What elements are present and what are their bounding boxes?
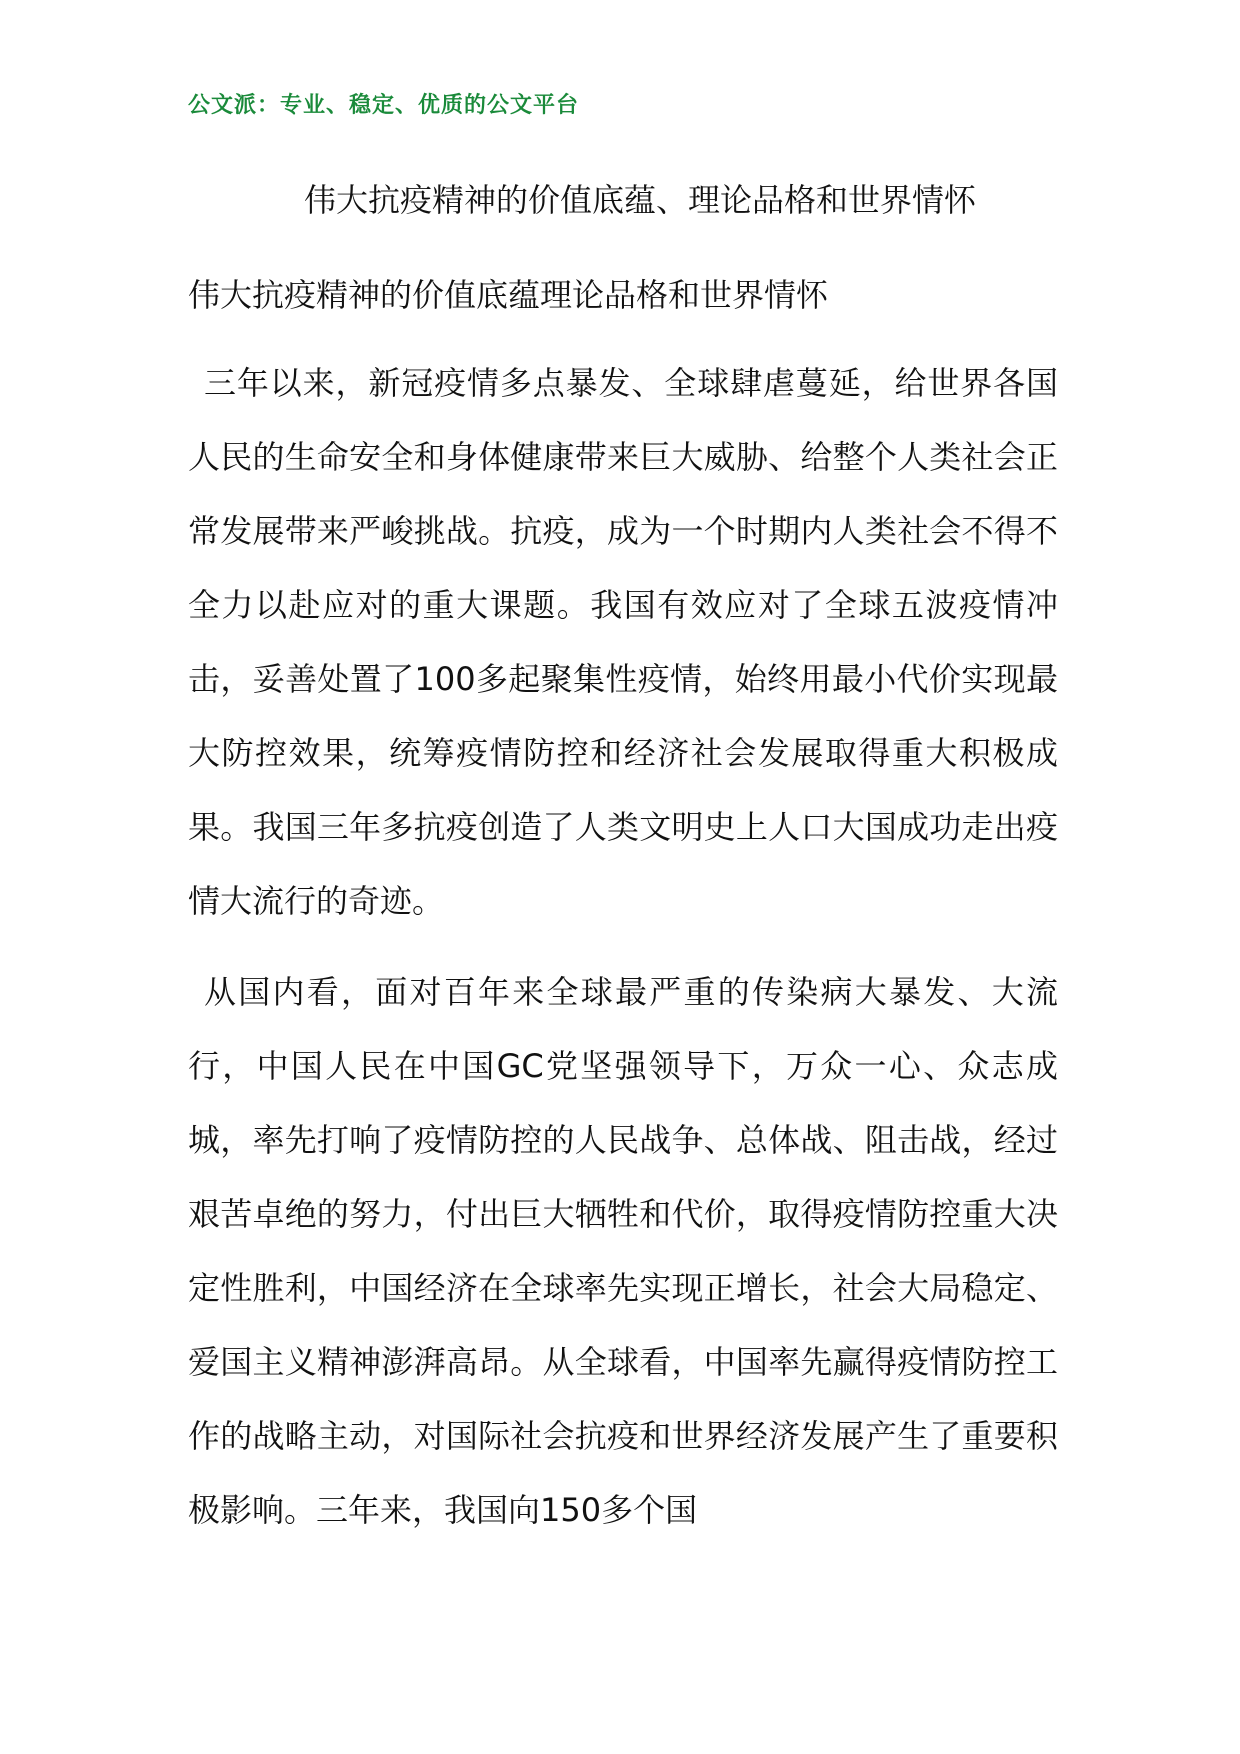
document-subtitle: 伟大抗疫精神的价值底蕴理论品格和世界情怀 (188, 276, 829, 314)
site-header: 公文派：专业、稳定、优质的公文平台 (188, 93, 580, 118)
document-title: 伟大抗疫精神的价值底蕴、理论品格和世界情怀 (304, 181, 977, 219)
body-paragraph: 三年以来，新冠疫情多点暴发、全球肆虐蔓延，给世界各国人民的生命安全和身体健康带来巨大威胁、给整个人类社会正常发展带来严峻挑战。抗疫，成为一个时期内人类社会不得不全力以赴应对的重大课题。我国有效应对了全球五波疫情冲击，妥善处置了100多起聚集性疫情，始终用最小代价实现最大防控效果，统筹疫情防控和经济社会发展取得重大积极成果。我国三年多抗疫创造了人类文明史上人口大国成功走出疫情大流行的奇迹。 (188, 364, 1058, 920)
body-paragraph: 从国内看，面对百年来全球最严重的传染病大暴发、大流行，中国人民在中国GC党坚强领导下，万众一心、众志成城，率先打响了疫情防控的人民战争、总体战、阻击战，经过艰苦卓绝的努力，付出巨大牺牲和代价，取得疫情防控重大决定性胜利，中国经济在全球率先实现正增长，社会大局稳定、爱国主义精神澎湃高昂。从全球看，中国率先赢得疫情防控工作的战略主动，对国际社会抗疫和世界经济发展产生了重要积极影响。三年来，我国向150多个国 (188, 973, 1058, 1529)
